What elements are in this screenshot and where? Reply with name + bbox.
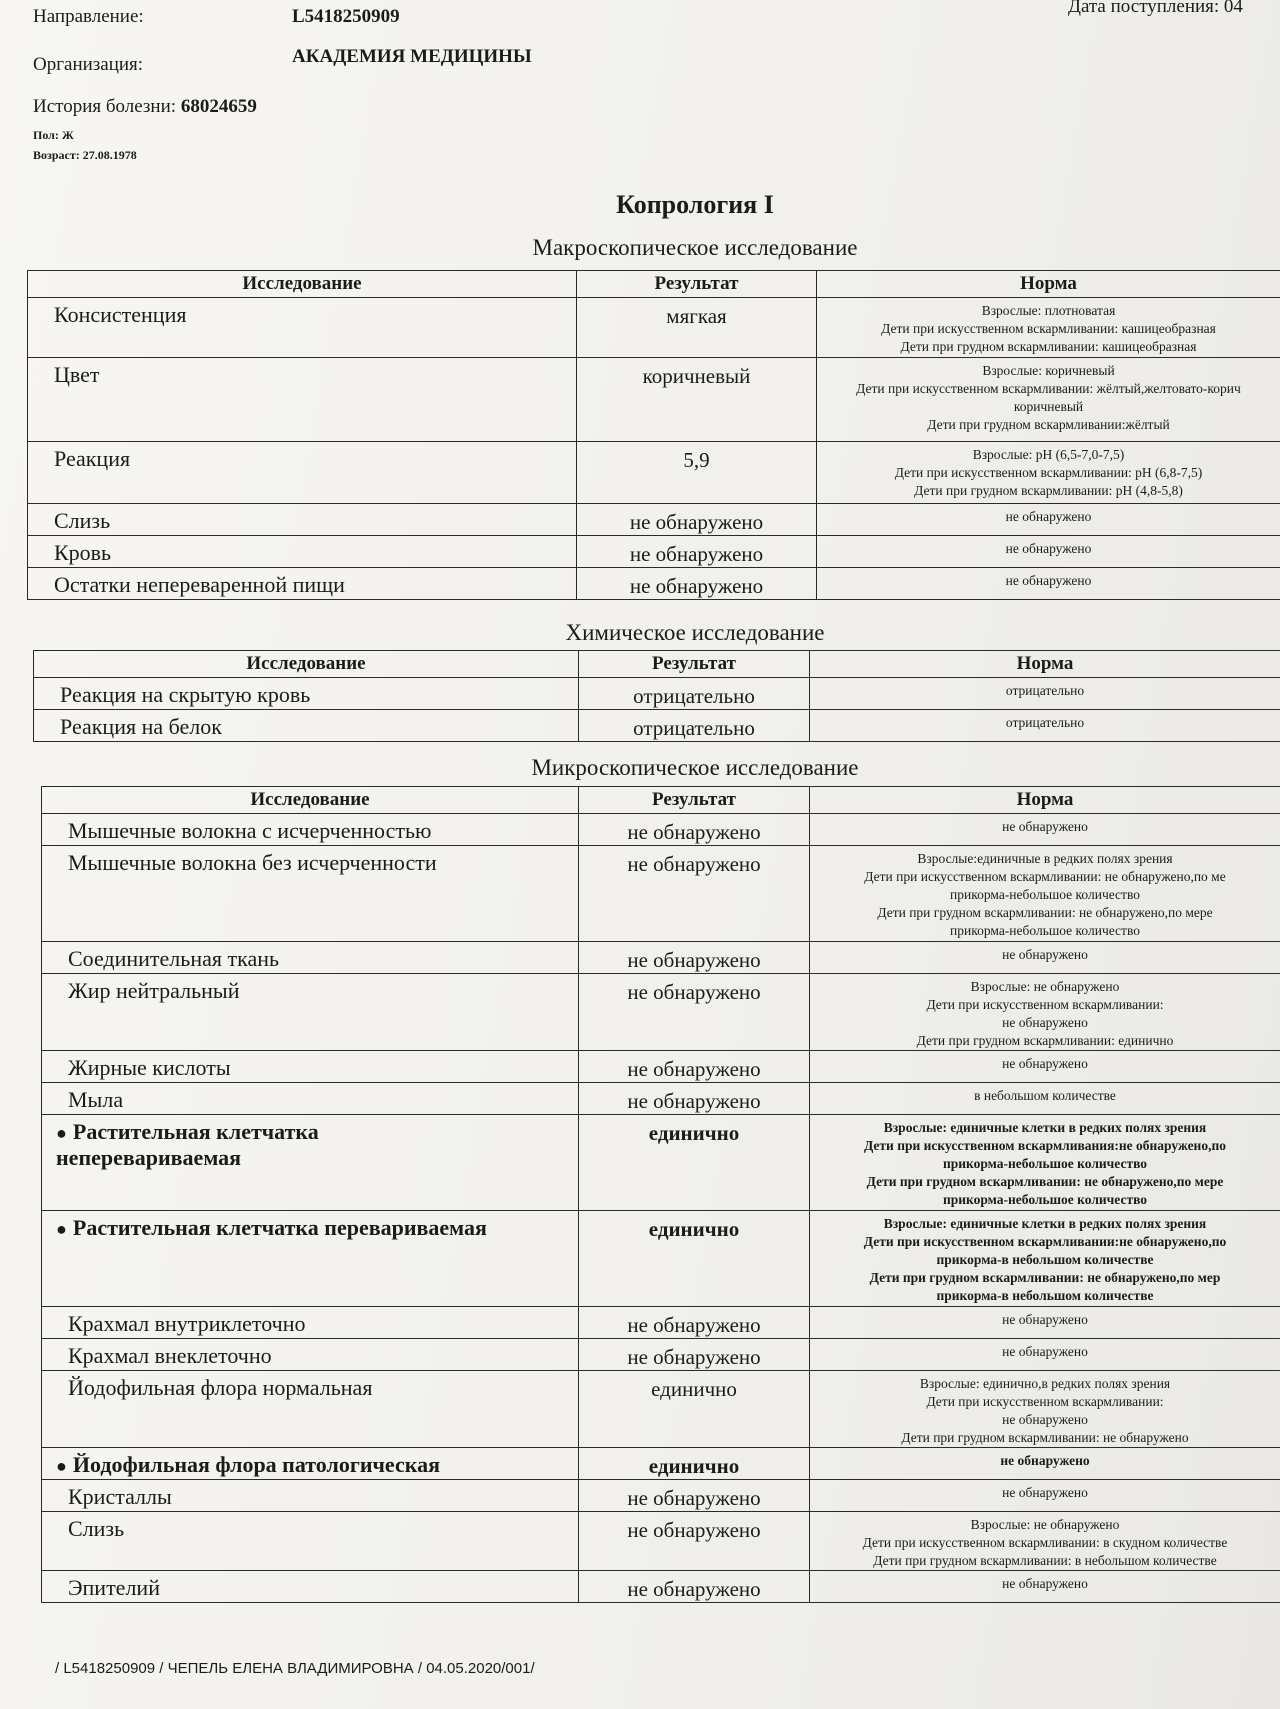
norm-cell — [810, 1051, 1280, 1083]
study-name-cell — [42, 974, 579, 1051]
result-cell: не обнаружено — [579, 1571, 810, 1603]
norm-line: Дети при искусственном вскармливания:не обнаружено,по — [863, 1138, 1226, 1153]
norm-line: Дети при искусственном вскармливании: жёлтый,желтовато-корич — [856, 381, 1241, 396]
norm-line: Дети при грудном вскармливании: единично — [916, 1033, 1174, 1048]
norm-line: не обнаружено — [1002, 1485, 1088, 1500]
result-cell: не обнаружено — [579, 846, 810, 942]
result-cell: не обнаружено — [579, 814, 810, 846]
study-name: Жир нейтральный — [68, 978, 240, 1003]
norm-cell — [810, 974, 1280, 1051]
study-name: Йодофильная флора патологическая — [72, 1452, 440, 1477]
macro-header-row — [28, 271, 1280, 298]
table-row — [28, 504, 1280, 536]
norm-cell — [810, 814, 1280, 846]
study-name: Эпителий — [68, 1575, 160, 1600]
study-name-cell — [28, 298, 577, 358]
study-name-cell — [42, 1512, 579, 1571]
report-footer: / L5418250909 / ЧЕПЕЛЬ ЕЛЕНА ВЛАДИМИРОВНА / 04.05.2020/001/ — [55, 1660, 535, 1677]
organization-label: Организация: — [33, 54, 144, 75]
chem-section-title: Химическое исследование — [565, 620, 825, 645]
result-cell: единично — [579, 1211, 810, 1307]
study-name: Цвет — [54, 362, 100, 387]
study-name-cell — [42, 1371, 579, 1448]
norm-line: не обнаружено — [1002, 1344, 1088, 1359]
result-cell: не обнаружено — [579, 1051, 810, 1083]
norm-cell — [810, 1307, 1280, 1339]
history-label: История болезни: — [33, 96, 177, 117]
norm-line: Дети при искусственном вскармливании: — [926, 997, 1164, 1012]
norm-line: Дети при грудном вскармливании:жёлтый — [927, 417, 1170, 432]
abnormal-flag-icon: ● — [56, 1219, 67, 1239]
norm-line: прикорма-небольшое количество — [950, 887, 1140, 902]
study-name-cell — [42, 1051, 579, 1083]
norm-cell — [810, 1083, 1280, 1115]
norm-cell — [810, 1115, 1280, 1211]
norm-cell — [810, 846, 1280, 942]
norm-cell — [810, 1512, 1280, 1571]
abnormal-flag-icon: ● — [56, 1123, 67, 1143]
study-name-cell — [34, 710, 579, 742]
table-row — [28, 442, 1280, 504]
norm-line: не обнаружено — [1000, 1453, 1090, 1468]
result-cell: не обнаружено — [577, 568, 817, 600]
study-name: Слизь — [68, 1516, 125, 1541]
table-row — [42, 1480, 1280, 1512]
study-name-cell — [42, 1083, 579, 1115]
norm-line: не обнаружено — [1002, 819, 1088, 834]
study-name-cell — [28, 568, 577, 600]
norm-line: не обнаружено — [1002, 1056, 1088, 1071]
norm-line: не обнаружено — [1002, 1312, 1088, 1327]
macro-table — [27, 270, 1280, 600]
norm-line: Дети при искусственном вскармливании: в скудном количестве — [862, 1535, 1228, 1550]
table-row — [28, 298, 1280, 358]
norm-line: Взрослые: pH (6,5-7,0-7,5) — [972, 447, 1125, 462]
study-name-cell — [42, 1115, 579, 1211]
table-row — [42, 1371, 1280, 1448]
result-cell: не обнаружено — [579, 1307, 810, 1339]
norm-cell — [810, 678, 1280, 710]
study-name-cell — [42, 1307, 579, 1339]
study-name: Реакция на скрытую кровь — [60, 682, 311, 707]
study-name: Крахмал внутриклеточно — [68, 1311, 306, 1336]
study-name-cell — [42, 1480, 579, 1512]
norm-line: Дети при искусственном вскармливании:не обнаружено,по — [863, 1234, 1227, 1249]
col-study-header: Исследование — [28, 271, 577, 298]
norm-line: не обнаружено — [1005, 573, 1092, 588]
study-name-cell — [28, 358, 577, 442]
result-cell: отрицательно — [579, 710, 810, 742]
table-row — [42, 1448, 1280, 1480]
study-name: Мышечные волокна с исчерченностью — [68, 818, 432, 843]
study-name-cell — [42, 1448, 579, 1480]
norm-line: Взрослые: коричневый — [982, 363, 1115, 378]
norm-cell — [817, 358, 1280, 442]
result-cell: не обнаружено — [577, 536, 817, 568]
age-label: Возраст: — [33, 148, 80, 162]
norm-line: Дети при искусственном вскармливании: pH (6,8-7,5) — [894, 465, 1203, 480]
study-name-cell — [42, 1211, 579, 1307]
result-cell: коричневый — [577, 358, 817, 442]
report-title: Копрология I — [616, 190, 774, 219]
norm-cell — [810, 1339, 1280, 1371]
norm-cell — [810, 942, 1280, 974]
norm-line: Взрослые: не обнаружено — [970, 979, 1120, 994]
norm-line: Дети при грудном вскармливании: кашицеобразная — [900, 339, 1197, 354]
col-norm-header: Норма — [810, 787, 1280, 814]
norm-line: не обнаружено — [1002, 1015, 1088, 1030]
micro-table — [41, 786, 1280, 1603]
result-cell: не обнаружено — [579, 1083, 810, 1115]
table-row — [28, 358, 1280, 442]
table-row — [42, 1115, 1280, 1211]
norm-line: не обнаружено — [1005, 541, 1092, 556]
study-name-cell — [42, 1339, 579, 1371]
norm-cell — [810, 1571, 1280, 1603]
norm-line: Дети при грудном вскармливании: не обнаружено,по мер — [869, 1270, 1221, 1285]
result-cell: единично — [579, 1448, 810, 1480]
result-cell: не обнаружено — [579, 974, 810, 1051]
study-name: Мышечные волокна без исчерченности — [68, 850, 437, 875]
norm-line: прикорма-небольшое количество — [942, 1192, 1148, 1207]
col-result-header: Результат — [579, 787, 810, 814]
table-row — [42, 1211, 1280, 1307]
col-norm-header: Норма — [817, 271, 1280, 298]
norm-cell — [810, 1448, 1280, 1480]
norm-line: Дети при грудном вскармливании: не обнаружено,по мере — [866, 1174, 1224, 1189]
study-name: Реакция — [54, 446, 131, 471]
norm-line: Дети при грудном вскармливании: pH (4,8-5,8) — [914, 483, 1183, 498]
result-cell: единично — [579, 1115, 810, 1211]
result-cell: отрицательно — [579, 678, 810, 710]
result-cell: единично — [579, 1371, 810, 1448]
study-name: Консистенция — [54, 302, 187, 327]
norm-line: в небольшом количестве — [974, 1088, 1116, 1103]
result-cell: не обнаружено — [579, 1480, 810, 1512]
result-cell: не обнаружено — [579, 1512, 810, 1571]
study-name: Кристаллы — [68, 1484, 172, 1509]
norm-line: не обнаружено — [1002, 1412, 1088, 1427]
direction-row — [0, 6, 1280, 36]
study-name: Остатки непереваренной пищи — [54, 572, 345, 597]
study-name-cell — [42, 846, 579, 942]
norm-line: прикорма-в небольшом количестве — [936, 1288, 1154, 1303]
table-row — [28, 568, 1280, 600]
col-study-header: Исследование — [42, 787, 579, 814]
norm-line: Дети при грудном вскармливании: в небольшом количестве — [873, 1553, 1217, 1568]
history-value: 68024659 — [180, 96, 257, 117]
study-name: Кровь — [54, 540, 112, 565]
sex-row — [33, 128, 74, 143]
result-cell: не обнаружено — [579, 1339, 810, 1371]
sex-label: Пол: — [33, 128, 59, 142]
norm-line: прикорма-в небольшом количестве — [936, 1252, 1154, 1267]
study-name-line: Растительная клетчатка — [72, 1119, 319, 1144]
table-row — [28, 536, 1280, 568]
table-row — [42, 1339, 1280, 1371]
table-row — [42, 974, 1280, 1051]
norm-line: не обнаружено — [1005, 509, 1092, 524]
norm-line: Дети при грудном вскармливании: не обнаружено — [901, 1430, 1189, 1445]
norm-line: Взрослые: плотноватая — [981, 303, 1116, 318]
norm-cell — [817, 442, 1280, 504]
direction-value: L5418250909 — [292, 6, 400, 27]
table-row — [42, 1571, 1280, 1603]
table-row — [42, 942, 1280, 974]
sex-value: Ж — [61, 128, 74, 142]
norm-line: Взрослые: не обнаружено — [970, 1517, 1120, 1532]
table-row — [42, 1512, 1280, 1571]
direction-label: Направление: — [33, 6, 144, 27]
study-name: Реакция на белок — [60, 714, 222, 739]
result-cell: мягкая — [577, 298, 817, 358]
norm-line: отрицательно — [1005, 715, 1085, 730]
norm-line: прикорма-небольшое количество — [942, 1156, 1148, 1171]
study-name: Соединительная ткань — [68, 946, 280, 971]
table-row — [42, 1307, 1280, 1339]
table-row — [34, 678, 1280, 710]
norm-line: Взрослые: единичные клетки в редких полях зрения — [883, 1120, 1207, 1135]
chem-table — [33, 650, 1280, 742]
norm-line: прикорма-небольшое количество — [950, 923, 1140, 938]
norm-line: Взрослые: единичные клетки в редких полях зрения — [883, 1216, 1207, 1231]
study-name: Мыла — [68, 1087, 124, 1112]
norm-cell — [810, 710, 1280, 742]
study-name-cell — [42, 942, 579, 974]
norm-line: Дети при искусственном вскармливании: не обнаружено,по ме — [864, 869, 1226, 884]
chem-header-row — [34, 651, 1280, 678]
study-name-cell — [28, 504, 577, 536]
age-row — [33, 148, 137, 163]
norm-line: Дети при искусственном вскармливании: кашицеобразная — [881, 321, 1216, 336]
col-result-header: Результат — [577, 271, 817, 298]
norm-line: не обнаружено — [1002, 1576, 1088, 1591]
table-row — [42, 1083, 1280, 1115]
abnormal-flag-icon: ● — [56, 1456, 67, 1476]
norm-cell — [817, 504, 1280, 536]
norm-line: Взрослые: единично,в редких полях зрения — [919, 1376, 1171, 1391]
study-name-cell — [28, 536, 577, 568]
history-row — [33, 96, 257, 118]
norm-line: Дети при искусственном вскармливании: — [926, 1394, 1164, 1409]
norm-line: отрицательно — [1005, 683, 1085, 698]
organization-row — [0, 46, 1280, 76]
organization-value: АКАДЕМИЯ МЕДИЦИНЫ — [292, 46, 532, 67]
norm-line: Дети при грудном вскармливании: не обнаружено,по мере — [877, 905, 1213, 920]
norm-cell — [810, 1211, 1280, 1307]
micro-header-row — [42, 787, 1280, 814]
norm-line: Взрослые:единичные в редких полях зрения — [917, 851, 1173, 866]
col-norm-header: Норма — [810, 651, 1280, 678]
col-study-header: Исследование — [34, 651, 579, 678]
result-cell: 5,9 — [577, 442, 817, 504]
study-name-cell — [42, 814, 579, 846]
table-row — [34, 710, 1280, 742]
study-name-line: неперевариваемая — [56, 1145, 242, 1170]
norm-cell — [817, 568, 1280, 600]
norm-cell — [810, 1371, 1280, 1448]
study-name-cell — [28, 442, 577, 504]
norm-cell — [817, 298, 1280, 358]
result-cell: не обнаружено — [577, 504, 817, 536]
study-name-cell — [34, 678, 579, 710]
result-cell: не обнаружено — [579, 942, 810, 974]
received-date-label: Дата поступления: 04 — [1068, 0, 1243, 17]
study-name: Растительная клетчатка перевариваемая — [72, 1215, 487, 1240]
study-name-cell — [42, 1571, 579, 1603]
table-row — [42, 814, 1280, 846]
table-row — [42, 1051, 1280, 1083]
table-row — [42, 846, 1280, 942]
age-value: 27.08.1978 — [82, 148, 137, 162]
norm-line: коричневый — [1013, 399, 1084, 414]
study-name: Крахмал внеклеточно — [68, 1343, 272, 1368]
study-name: Йодофильная флора нормальная — [68, 1375, 373, 1400]
norm-cell — [817, 536, 1280, 568]
col-result-header: Результат — [579, 651, 810, 678]
norm-line: не обнаружено — [1002, 947, 1088, 962]
study-name: Слизь — [54, 508, 111, 533]
macro-section-title: Макроскопическое исследование — [532, 235, 858, 260]
study-name: Жирные кислоты — [68, 1055, 231, 1080]
norm-cell — [810, 1480, 1280, 1512]
micro-section-title: Микроскопическое исследование — [531, 755, 859, 780]
